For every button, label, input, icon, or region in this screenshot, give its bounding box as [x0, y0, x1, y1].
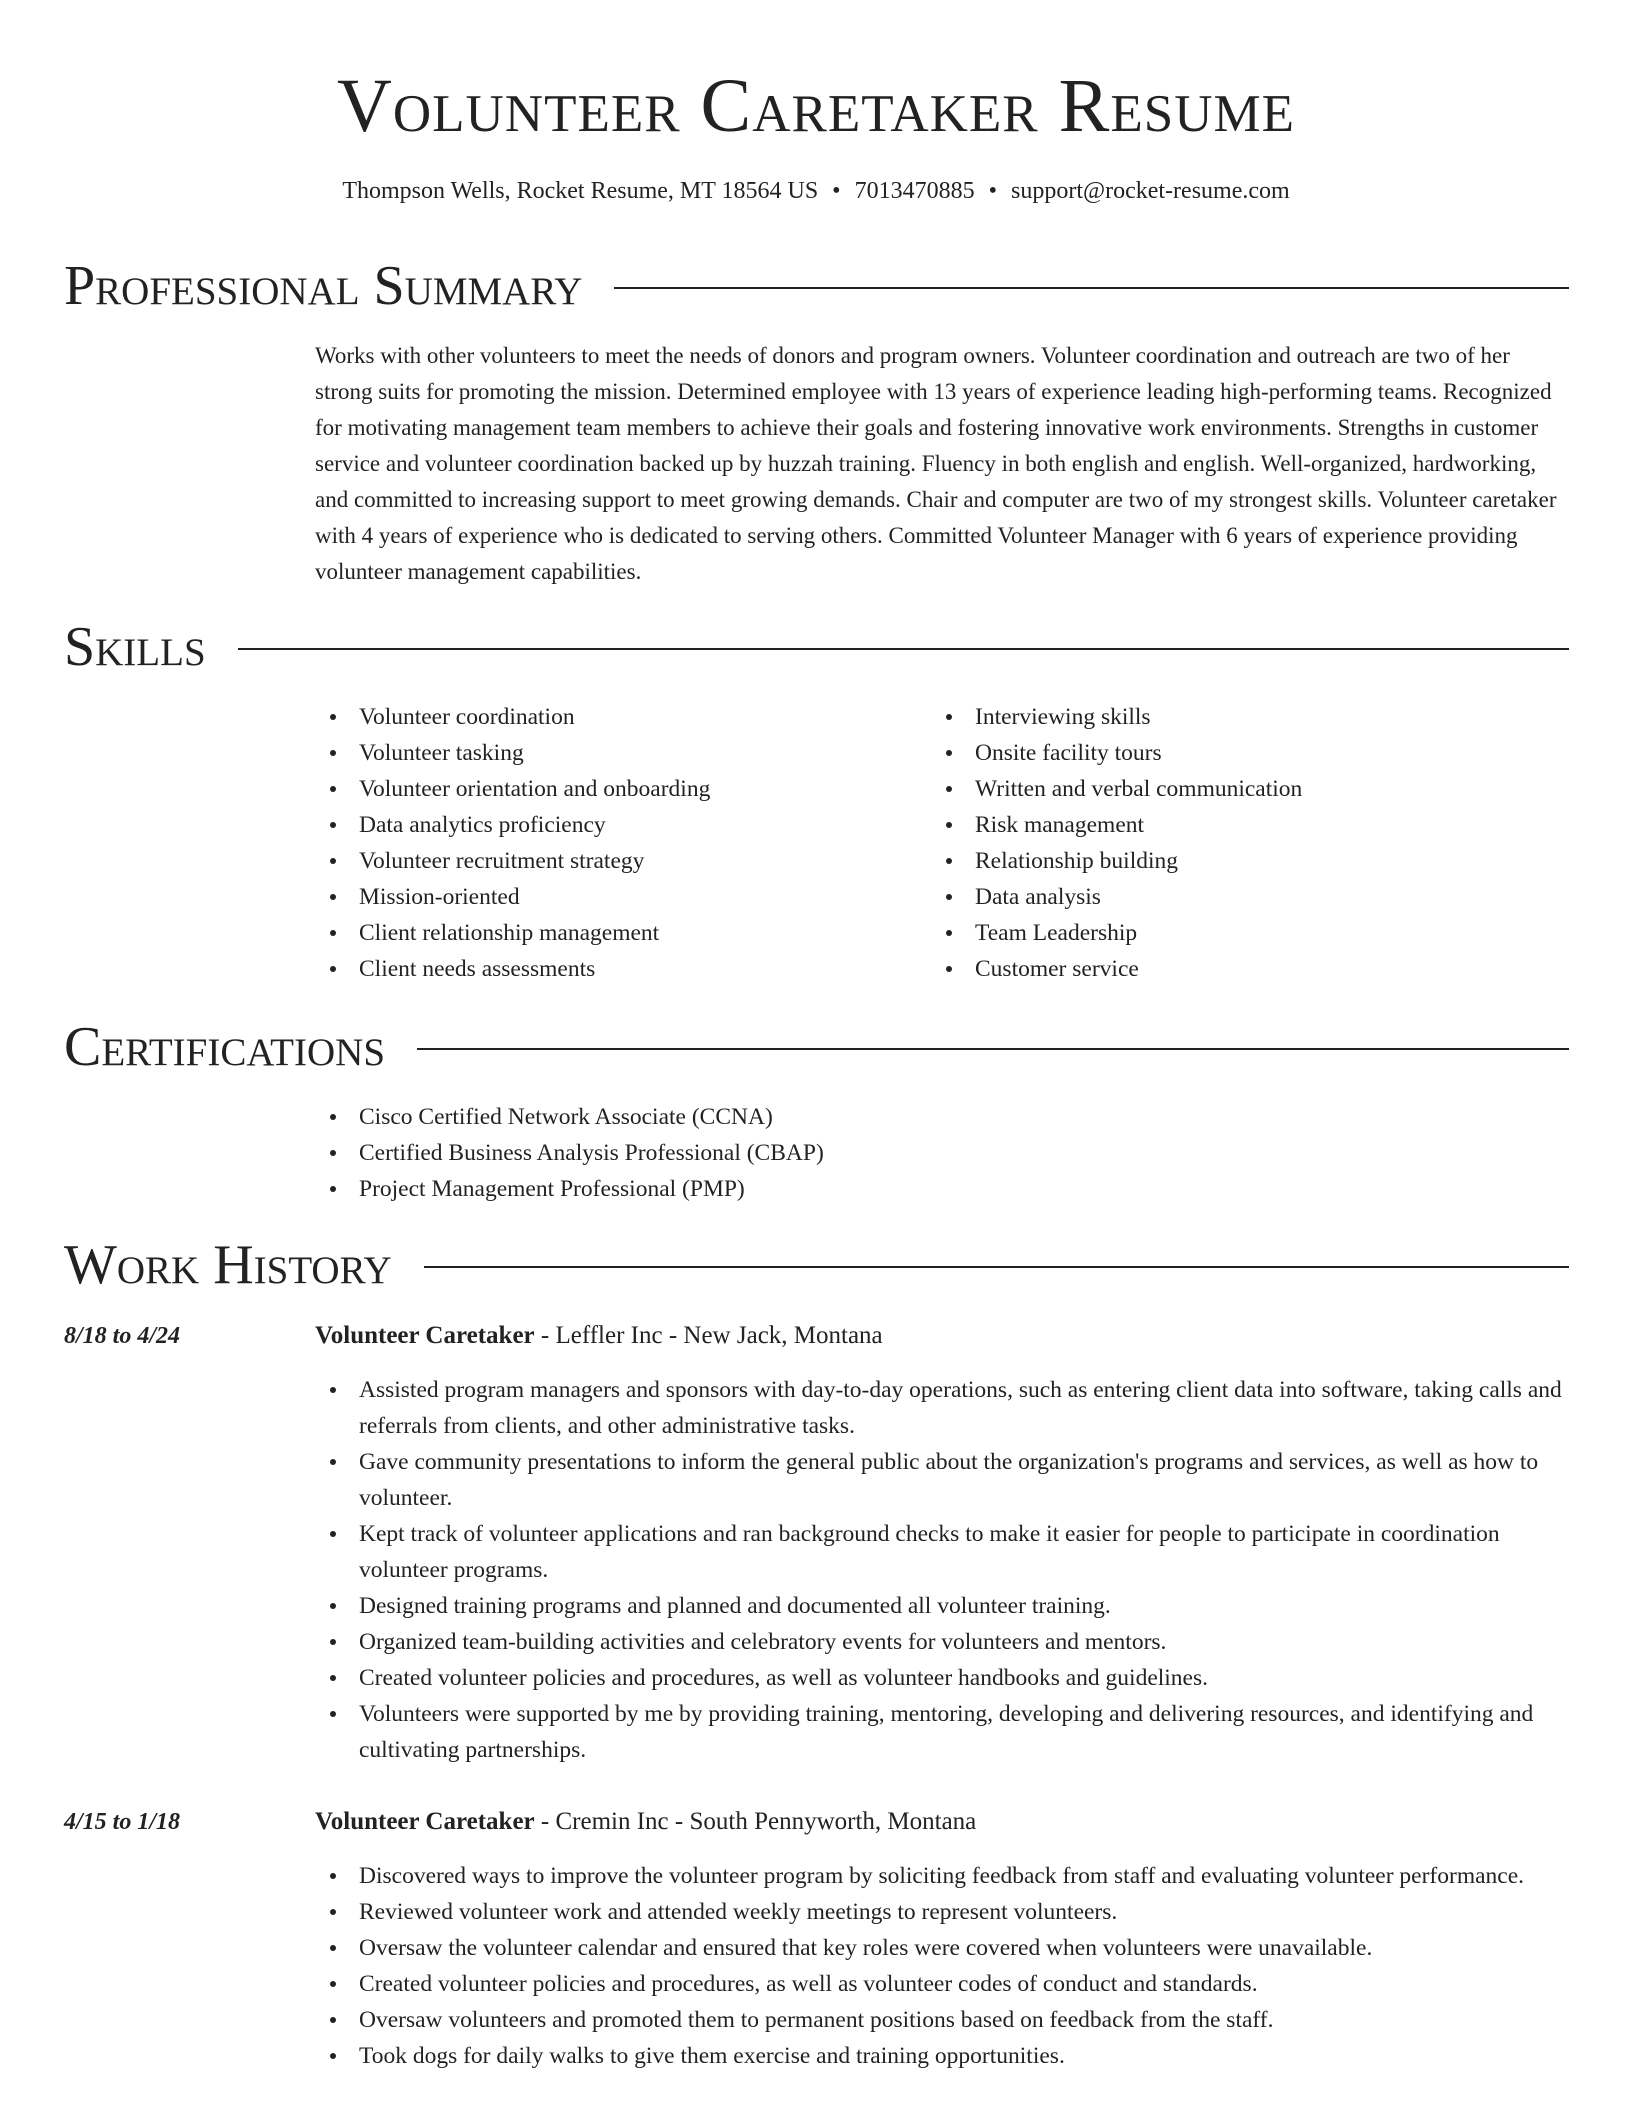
job-bullet: Created volunteer policies and procedures, as well as volunteer handbooks and guidelines.: [315, 1660, 1569, 1696]
job-dates: 4/15 to 1/18: [64, 1809, 181, 1835]
job-employer: - Cremin Inc - South Pennyworth, Montana: [534, 1808, 977, 1835]
skill-item: Risk management: [931, 807, 1567, 843]
job-title: Volunteer Caretaker: [315, 1808, 535, 1835]
skill-item: Mission-oriented: [315, 879, 915, 915]
separator-dot: •: [832, 178, 841, 204]
job-bullet: Oversaw volunteers and promoted them to permanent positions based on feedback from the staff.: [315, 2002, 1569, 2038]
section-divider: [238, 648, 1569, 650]
section-title: Certifications: [64, 1016, 386, 1078]
section-title: Skills: [64, 616, 206, 678]
skills-list-left: [315, 699, 915, 987]
section-divider: [424, 1266, 1569, 1268]
skill-item: Interviewing skills: [931, 699, 1567, 735]
section-summary-header: [64, 254, 1569, 318]
skill-item: Client relationship management: [315, 915, 915, 951]
job-heading: [315, 1318, 883, 1354]
skill-item: Volunteer orientation and onboarding: [315, 771, 915, 807]
skills-list-right: [931, 699, 1567, 987]
skill-item: Customer service: [931, 951, 1567, 987]
job-bullet: Gave community presentations to inform the general public about the organization's programs and services, as well as how to volunteer.: [315, 1444, 1569, 1516]
section-certifications-header: [64, 1015, 1569, 1079]
section-divider: [417, 1048, 1569, 1050]
skill-item: Team Leadership: [931, 915, 1567, 951]
job-bullet: Assisted program managers and sponsors with day-to-day operations, such as entering client data into software, taking calls and referrals from clients, and other administrative tasks.: [315, 1372, 1569, 1444]
job-bullet: Kept track of volunteer applications and ran background checks to make it easier for people to participate in coordination volunteer programs.: [315, 1516, 1569, 1588]
skill-item: Data analytics proficiency: [315, 807, 915, 843]
section-title: Work History: [64, 1234, 392, 1296]
job-heading: [315, 1804, 976, 1840]
skill-item: Volunteer tasking: [315, 735, 915, 771]
job-employer: - Leffler Inc - New Jack, Montana: [534, 1322, 883, 1349]
resume-title: Volunteer Caretaker Resume: [337, 64, 1295, 148]
job-bullet: Organized team-building activities and celebratory events for volunteers and mentors.: [315, 1624, 1569, 1660]
skill-item: Data analysis: [931, 879, 1567, 915]
certification-item: Certified Business Analysis Professional (CBAP): [315, 1135, 1567, 1171]
contact-phone: 7013470885: [854, 178, 975, 204]
contact-address: Thompson Wells, Rocket Resume, MT 18564 US: [342, 178, 819, 204]
job-bullet: Designed training programs and planned and documented all volunteer training.: [315, 1588, 1569, 1624]
job-bullet: Took dogs for daily walks to give them exercise and training opportunities.: [315, 2038, 1569, 2074]
certification-item: Project Management Professional (PMP): [315, 1171, 1567, 1207]
job-bullets: [315, 1858, 1569, 2074]
skill-item: Client needs assessments: [315, 951, 915, 987]
section-skills-header: [64, 615, 1569, 679]
section-title: Professional Summary: [64, 255, 583, 317]
separator-dot: •: [988, 178, 997, 204]
skill-item: Onsite facility tours: [931, 735, 1567, 771]
job-title: Volunteer Caretaker: [315, 1322, 535, 1349]
job-dates: 8/18 to 4/24: [64, 1323, 181, 1349]
certifications-list: [315, 1099, 1567, 1207]
contact-email: support@rocket-resume.com: [1010, 178, 1290, 204]
skill-item: Relationship building: [931, 843, 1567, 879]
summary-paragraph: Works with other volunteers to meet the needs of donors and program owners. Volunteer coordination and outreach are two of her strong suits for promoting the mission. Determined employee with 13 years of experience leading high-performing teams. Recognized for motivating management team members to achieve their goals and fostering innovative work environments. Strengths in customer service and volunteer coordination backed up by huzzah training. Fluency in both english and english. Well-organized, hardworking, and committed to increasing support to meet growing demands. Chair and computer are two of my strongest skills. Volunteer caretaker with 4 years of experience who is dedicated to serving others. Committed Volunteer Manager with 6 years of experience providing volunteer management capabilities.: [315, 343, 1557, 584]
skill-item: Written and verbal communication: [931, 771, 1567, 807]
job-bullets: [315, 1372, 1569, 1768]
job-bullet: Discovered ways to improve the volunteer program by soliciting feedback from staff and evaluating volunteer performance.: [315, 1858, 1569, 1894]
job-bullet: Created volunteer policies and procedures, as well as volunteer codes of conduct and standards.: [315, 1966, 1569, 2002]
job-bullet: Volunteers were supported by me by providing training, mentoring, developing and delivering resources, and identifying and cultivating partnerships.: [315, 1696, 1569, 1768]
skill-item: Volunteer coordination: [315, 699, 915, 735]
skill-item: Volunteer recruitment strategy: [315, 843, 915, 879]
contact-line: [0, 174, 1632, 208]
job-bullet: Oversaw the volunteer calendar and ensured that key roles were covered when volunteers were unavailable.: [315, 1930, 1569, 1966]
job-bullet: Reviewed volunteer work and attended weekly meetings to represent volunteers.: [315, 1894, 1569, 1930]
certification-item: Cisco Certified Network Associate (CCNA): [315, 1099, 1567, 1135]
section-work-history-header: [64, 1233, 1569, 1297]
section-divider: [614, 287, 1569, 289]
